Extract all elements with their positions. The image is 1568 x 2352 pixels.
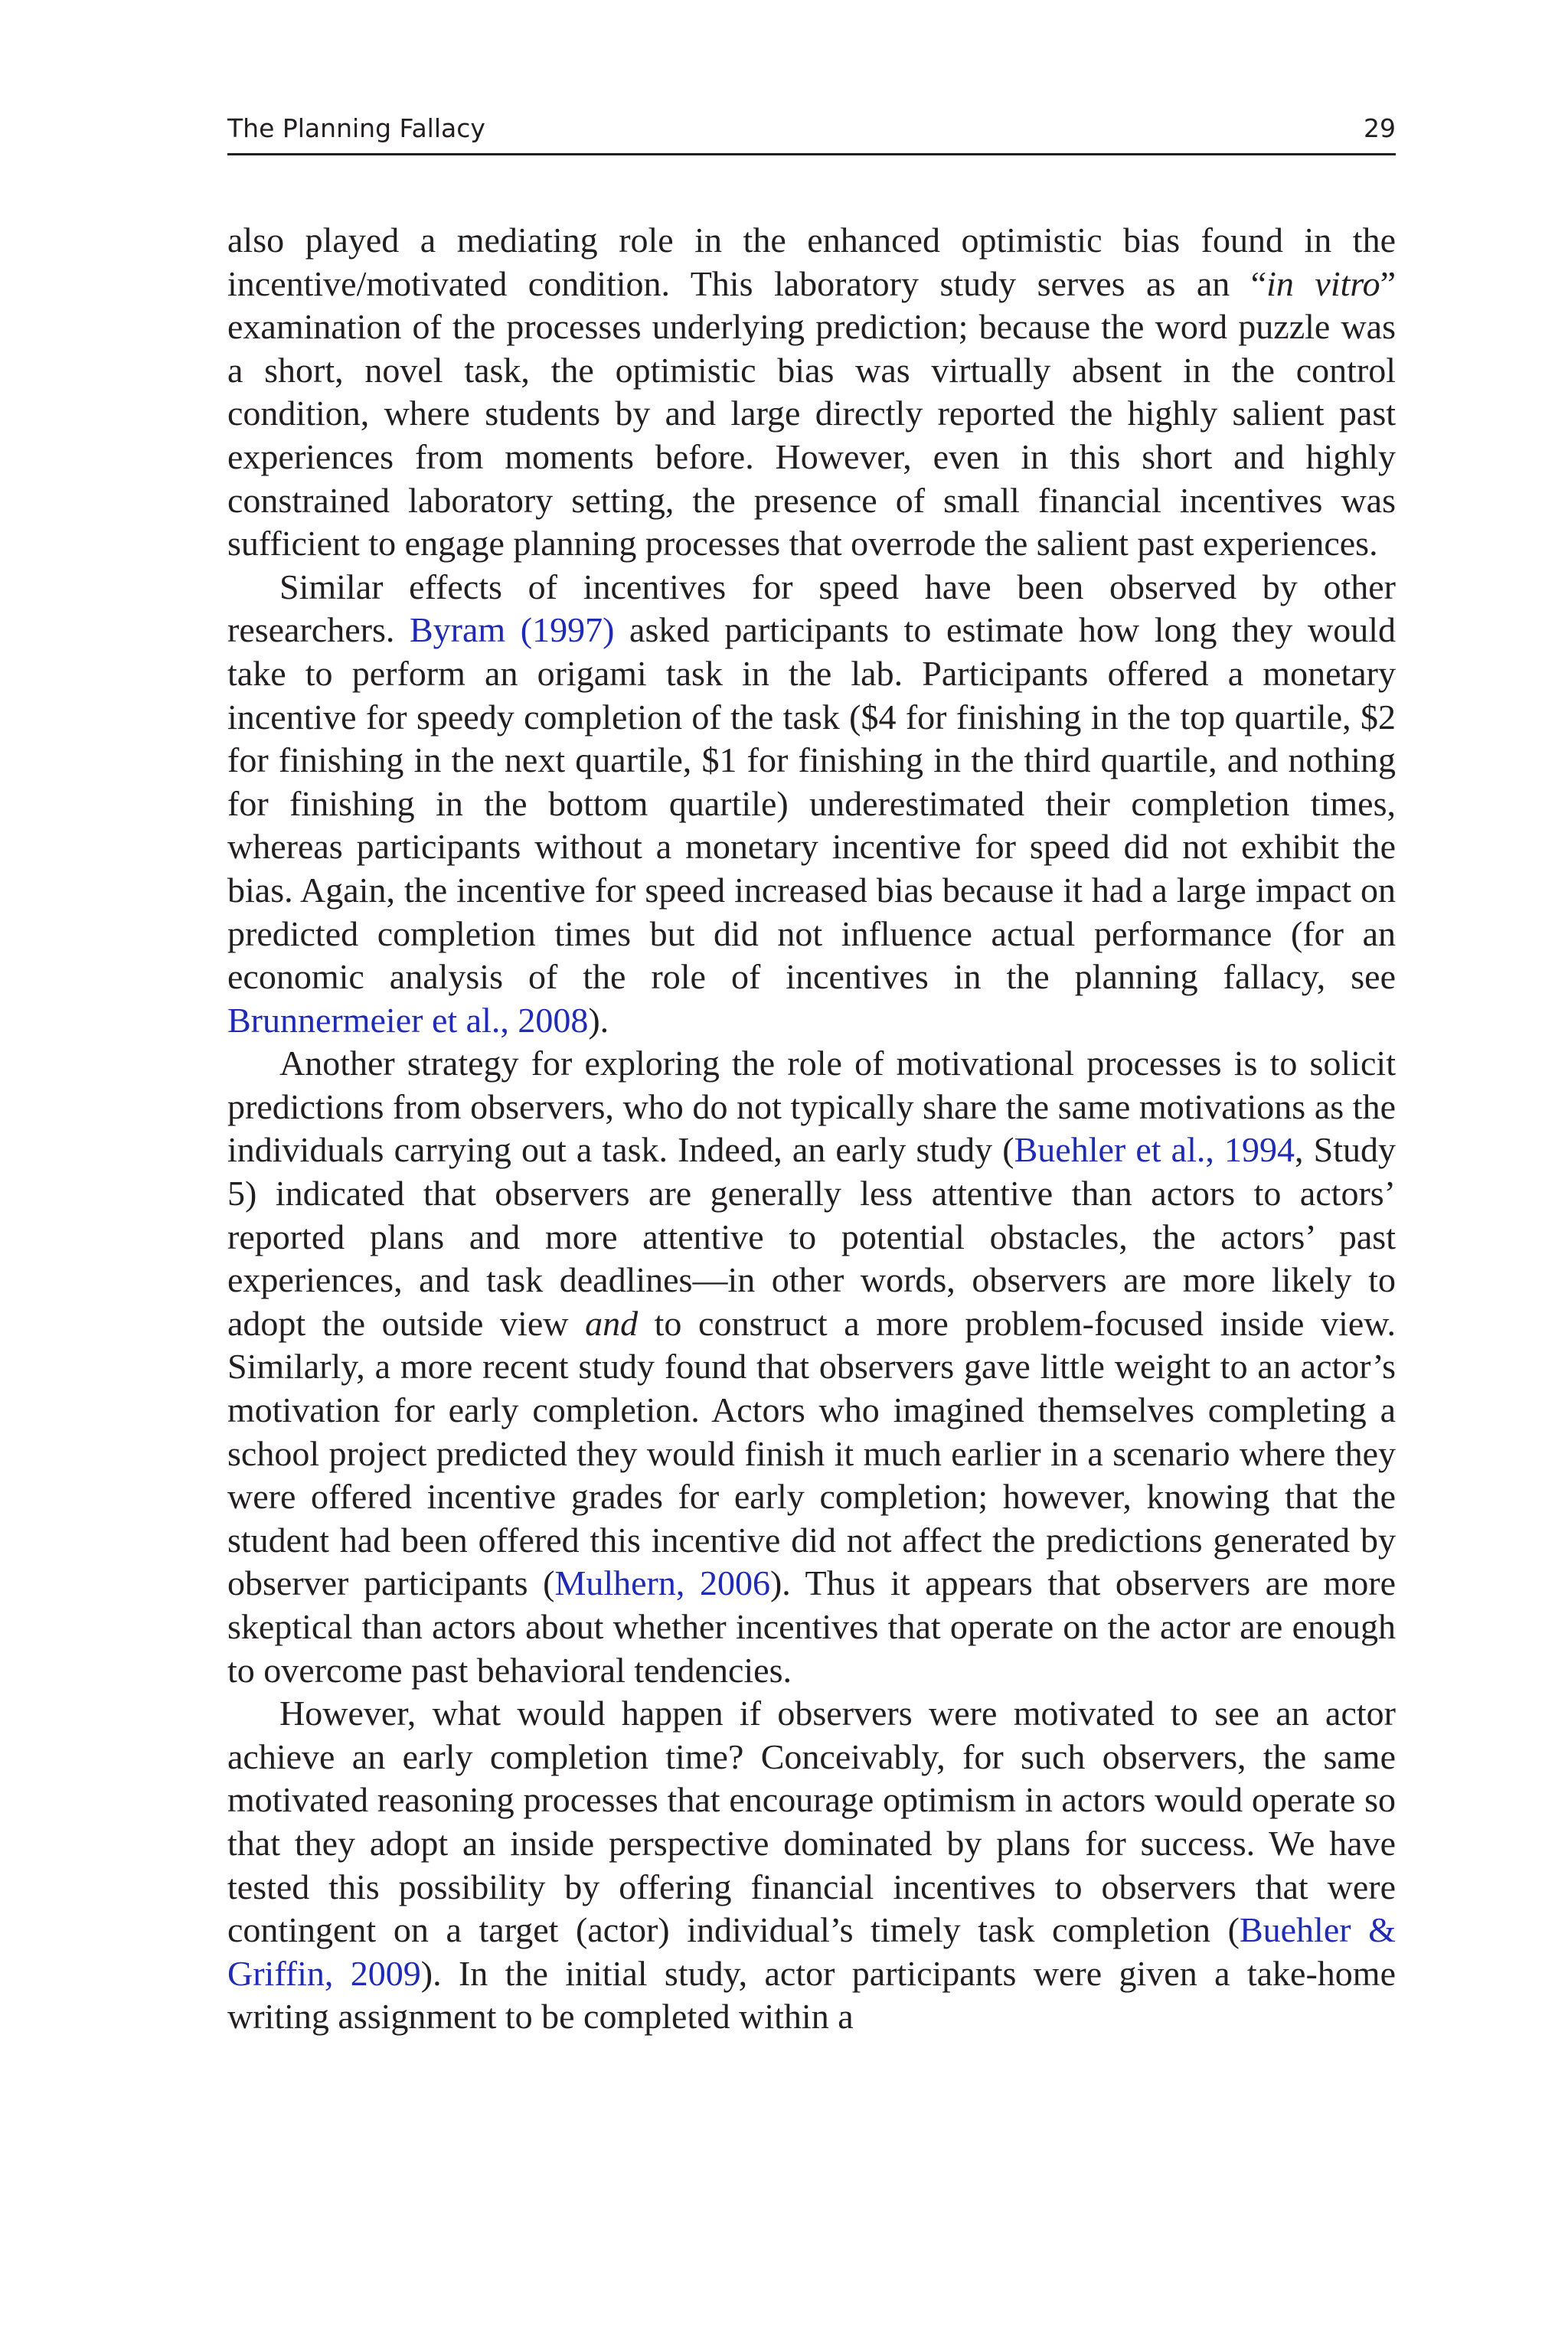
running-title: The Planning Fallacy: [227, 113, 485, 143]
text-run: However, what would happen if observers were motivated to see an actor achieve an early completion time? Conceivably, for such observers, the same motivated reasoning processes that encourage optimism in actors would operate so that they adopt an inside perspective dominated by plans for success. We have tested this possibility by offering financial incentives to observers that were contingent on a target (actor) individual’s timely task completion (: [227, 1694, 1396, 1950]
text-run: Similar effects of incentives for speed have been observed by other researchers.: [227, 567, 1396, 650]
paragraph: [227, 219, 1396, 566]
citation-brunnermeier-2008[interactable]: Brunnermeier et al., 2008: [227, 1000, 589, 1040]
citation-buehler-griffin-2009[interactable]: Buehler & Griffin, 2009: [227, 1910, 1396, 1993]
paragraph: [227, 1042, 1396, 1692]
paragraph: [227, 1692, 1396, 2039]
text-run: ). In the initial study, actor participants were given a take-home writing assignment to be completed within a: [227, 1953, 1396, 2037]
running-head: [227, 106, 1396, 155]
paragraph: [227, 566, 1396, 1043]
text-run: Another strategy for exploring the role of motivational processes is to solicit predictions from observers, who do not typically share the same motivations as the individuals carrying out a task. Indeed, an early study (: [227, 1044, 1396, 1170]
body-text: [227, 219, 1396, 2039]
text-run: ).: [588, 1000, 609, 1040]
page-number: 29: [1364, 113, 1396, 143]
citation-mulhern-2006[interactable]: Mulhern, 2006: [554, 1563, 770, 1603]
text-run: ). Thus it appears that observers are more skeptical than actors about whether incentives that operate on the actor are enough to overcome past behavioral tendencies.: [227, 1563, 1396, 1690]
citation-buehler-1994[interactable]: Buehler et al., 1994: [1014, 1130, 1295, 1170]
text-run: asked participants to estimate how long they would take to perform an origami task in the lab. Participants offered a monetary incentive for speedy completion of the task ($4 for finishing in the top quartile, $2 for finishing in the next quartile, $1 for finishing in the third quartile, and nothing for finishing in the bottom quartile) underestimated their completion times, whereas participants without a monetary incentive for speed did not exhibit the bias. Again, the incentive for speed increased bias because it had a large impact on predicted completion times but did not influence actual performance (for an economic analysis of the role of incentives in the planning fallacy, see: [227, 610, 1396, 997]
text-run: , Study 5) indicated that observers are generally less attentive than actors to actors’ reported plans and more attentive to potential obstacles, the actors’ past experiences, and task deadlines—in other words, observers are more likely to adopt the outside view: [227, 1130, 1396, 1343]
emphasis-text: and: [585, 1303, 639, 1343]
text-run: also played a mediating role in the enhanced optimistic bias found in the incentive/motivated condition. This laboratory study serves as an “: [227, 220, 1396, 303]
emphasis-text: in vitro: [1266, 263, 1380, 303]
text-run: ” examination of the processes underlying prediction; because the word puzzle was a short, novel task, the optimistic bias was virtually absent in the control condition, where students by and large directly reported the highly salient past experiences from moments before. However, even in this short and highly constrained laboratory setting, the presence of small financial incentives was sufficient to engage planning processes that overrode the salient past experiences.: [227, 263, 1396, 564]
text-run: to construct a more problem-focused inside view. Similarly, a more recent study found that observers gave little weight to an actor’s motivation for early completion. Actors who imagined themselves completing a school project predicted they would finish it much earlier in a scenario where they were offered incentive grades for early completion; however, knowing that the student had been offered this incentive did not affect the predictions generated by observer participants (: [227, 1303, 1396, 1603]
citation-byram-1997[interactable]: Byram (1997): [409, 610, 615, 650]
